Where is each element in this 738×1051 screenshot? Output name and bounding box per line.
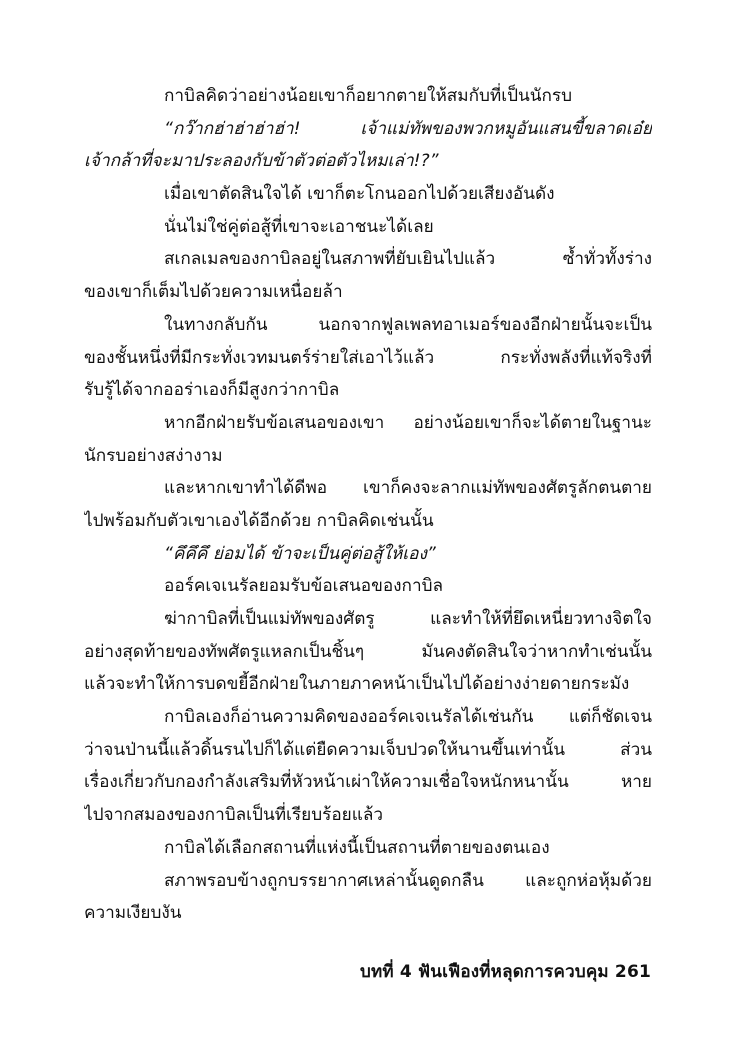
text-line: ไปจากสมองของกาบิลเป็นที่เรียบร้อยแล้ว — [84, 805, 384, 826]
text-line: ออร์คเจเนรัลยอมรับข้อเสนอของกาบิล — [164, 576, 444, 597]
text-line: เมื่อเขาตัดสินใจได้ เขาก็ตะโกนออกไปด้วยเสียงอันดัง — [164, 184, 555, 205]
text-line: ของชั้นหนึ่งที่มีกระทั่งเวทมนตร์ร่ายใส่เอาไว้แล้ว กระทั่งพลังที่แท้จริงที่ — [84, 347, 652, 368]
text-line: เจ้ากล้าที่จะมาประลองกับข้าตัวต่อตัวไหมเล่า!?” — [84, 151, 439, 172]
text-line: กาบิลได้เลือกสถานที่แห่งนี้เป็นสถานที่ตายของตนเอง — [164, 837, 550, 858]
text-line: อย่างสุดท้ายของทัพศัตรูแหลกเป็นชิ้นๆ มันคงตัดสินใจว่าหากทำเช่นนั้น — [84, 641, 652, 662]
text-line: ความเงียบงัน — [84, 903, 182, 924]
text-line: และหากเขาทำได้ดีพอ เขาก็คงจะลากแม่ทัพของศัตรูลักตนตาย — [164, 478, 652, 499]
text-line: กาบิลคิดว่าอย่างน้อยเขาก็อยากตายให้สมกับที่เป็นนักรบ — [164, 86, 573, 106]
page-footer: บทที่ 4 ฟันเฟืองที่หลุดการควบคุม 261 — [359, 962, 651, 982]
text-line: หากอีกฝ่ายรับข้อเสนอของเขา อย่างน้อยเขาก็จะได้ตายในฐานะ — [164, 412, 652, 433]
text-line: กาบิลเองก็อ่านความคิดของออร์คเจเนรัลได้เช่นกัน แต่ก็ชัดเจน — [164, 707, 652, 728]
page-body — [84, 80, 652, 930]
text-line: ฆ่ากาบิลที่เป็นแม่ทัพของศัตรู และทำให้ที่ยึดเหนี่ยวทางจิตใจ — [164, 609, 652, 629]
text-line: “คึคึคึ ย่อมได้ ข้าจะเป็นคู่ต่อสู้ให้เอง” — [164, 543, 436, 564]
text-line: รับรู้ได้จากออร่าเองก็มีสูงกว่ากาบิล — [84, 380, 340, 401]
text-line: ว่าจนป่านนี้แล้วดิ้นรนไปก็ได้แต่ยืดความเจ็บปวดให้นานขึ้นเท่านั้น ส่วน — [84, 739, 652, 760]
text-line: ในทางกลับกัน นอกจากฟูลเพลทอาเมอร์ของอีกฝ่ายนั้นจะเป็น — [164, 314, 652, 335]
text-line: ของเขาก็เต็มไปด้วยความเหนื่อยล้า — [84, 282, 343, 303]
text-line: สเกลเมลของกาบิลอยู่ในสภาพที่ยับเยินไปแล้ว ซ้ำทั่วทั้งร่าง — [164, 249, 652, 270]
text-line: เรื่องเกี่ยวกับกองกำลังเสริมที่หัวหน้าเผ่าให้ความเชื่อใจหนักหนานั้น หาย — [84, 772, 652, 793]
text-line: ไปพร้อมกับตัวเขาเองได้อีกด้วย กาบิลคิดเช่นนั้น — [84, 510, 434, 531]
text-line: แล้วจะทำให้การบดขยี้อีกฝ่ายในภายภาคหน้าเป็นไปได้อย่างง่ายดายกระมัง — [84, 674, 630, 695]
text-line: นักรบอย่างสง่างาม — [84, 445, 223, 466]
text-line: “กว๊ากฮ่าฮ่าฮ่าฮ่า! เจ้าแม่ทัพของพวกหมูอันแสนขี้ขลาดเอ๋ย — [164, 118, 652, 139]
text-line: สภาพรอบข้างถูกบรรยากาศเหล่านั้นดูดกลืน และถูกห่อหุ้มด้วย — [164, 870, 652, 891]
text-line: นั่นไม่ใช่คู่ต่อสู้ที่เขาจะเอาชนะได้เลย — [164, 216, 434, 237]
